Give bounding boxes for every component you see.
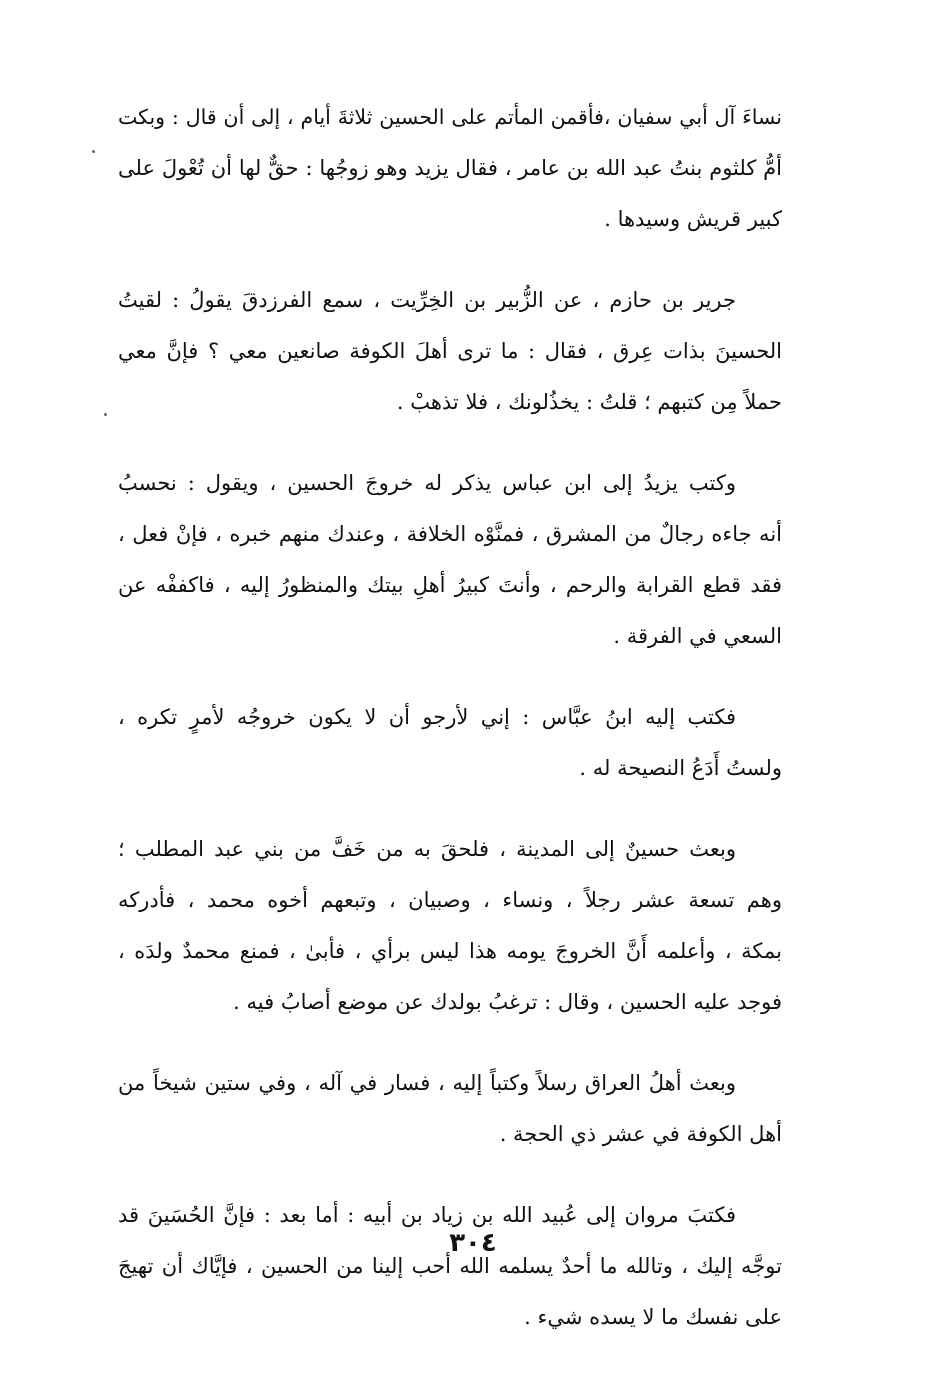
page-body — [118, 92, 782, 1373]
scan-speck — [104, 413, 107, 416]
paragraph — [118, 692, 782, 794]
text-line: جرير بن حازم ، عن الزُّبير بن الخِرِّيت ، سمع الفرزدقَ يقولُ : لقيتُ — [118, 288, 736, 312]
paragraph — [118, 92, 782, 245]
paragraph — [118, 1190, 782, 1343]
paragraph — [118, 458, 782, 662]
paragraph — [118, 1058, 782, 1160]
text-line: توجَّه إليك ، وتالله ما أحدٌ يسلمه الله أحب إلينا من الحسين ، فإيَّاك أن تهيجَ — [118, 1254, 782, 1278]
text-line: وبعث حسينٌ إلى المدينة ، فلحقَ به من خَفَّ من بني عبد المطلب ؛ — [118, 837, 736, 861]
text-line: الحسينَ بذات عِرق ، فقال : ما ترى أهلَ الكوفة صانعين معي ؟ فإنَّ معي — [118, 339, 782, 363]
scan-speck — [92, 150, 95, 153]
text-line: حملاً مِن كتبهم ؛ قلتُ : يخذُلونك ، فلا تذهبْ . — [396, 390, 782, 414]
text-line: وكتب يزيدُ إلى ابن عباس يذكر له خروجَ الحسين ، ويقول : نحسبُ — [118, 471, 736, 495]
text-line: السعي في الفرقة . — [613, 624, 782, 648]
text-line: فكتبَ مروان إلى عُبيد الله بن زياد بن أبيه : أما بعد : فإنَّ الحُسَينَ قد — [118, 1203, 736, 1227]
text-line: بمكة ، وأعلمه أَنَّ الخروجَ يومه هذا ليس برأي ، فأبىٰ ، فمنع محمدٌ ولدَه ، — [118, 939, 782, 963]
text-line: فوجد عليه الحسين ، وقال : ترغبُ بولدك عن موضع أصابُ فيه . — [233, 990, 782, 1014]
text-line: أنه جاءه رجالٌ من المشرق ، فمنَّوْه الخلافة ، وعندك منهم خبره ، فإنْ فعل ، — [118, 522, 782, 546]
paragraph — [118, 824, 782, 1028]
text-line: فكتب إليه ابنُ عبَّاس : إني لأرجو أن لا يكون خروجُه لأمرٍ تكره ، — [118, 705, 736, 729]
paragraph — [118, 275, 782, 428]
text-line: على نفسك ما لا يسده شيء . — [524, 1305, 782, 1329]
text-line: وهم تسعة عشر رجلاً ، ونساء ، وصبيان ، وتبعهم أخوه محمد ، فأدركه — [118, 888, 782, 912]
text-line: أمُّ كلثوم بنتُ عبد الله بن عامر ، فقال يزيد وهو زوجُها : حقٌّ لها أن تُعْولَ على — [118, 156, 782, 180]
text-line: أهل الكوفة في عشر ذي الحجة . — [499, 1122, 782, 1146]
text-line: وبعث أهلُ العراق رسلاً وكتباً إليه ، فسار في آله ، وفي ستين شيخاً من — [118, 1071, 736, 1095]
page-number: ٣٠٤ — [449, 1228, 497, 1258]
text-line: نساءَ آل أبي سفيان ،فأقمن المأتم على الحسين ثلاثةَ أيام ، إلى أن قال : وبكت — [118, 105, 782, 129]
text-line: كبير قريش وسيدها . — [604, 207, 782, 231]
text-line: ولستُ أَدَعُ النصيحة له . — [579, 756, 782, 780]
text-line: فقد قطع القرابة والرحم ، وأنتَ كبيرُ أهلِ بيتك والمنظورُ إليه ، فاكففْه عن — [118, 573, 782, 597]
